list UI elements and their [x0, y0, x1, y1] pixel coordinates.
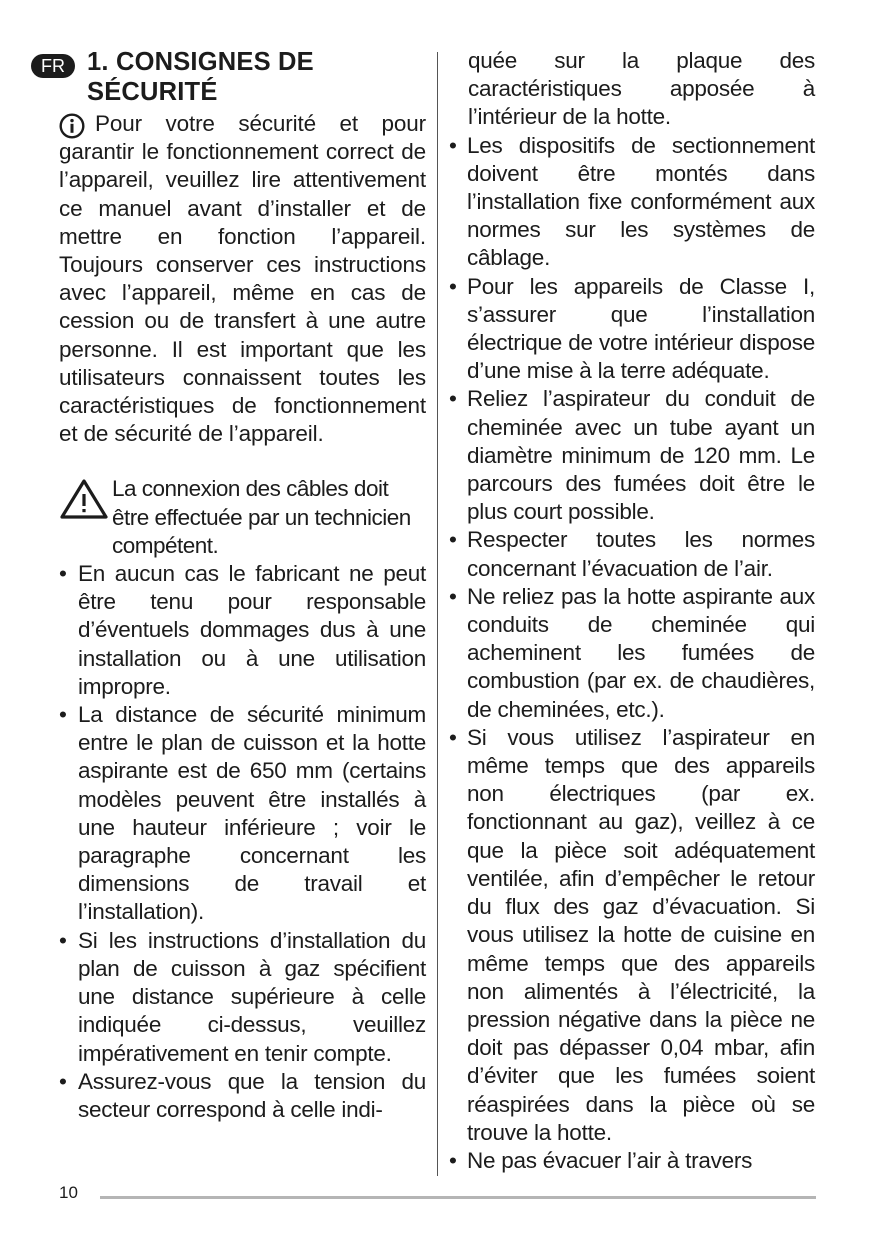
- list-item: • En aucun cas le fabricant ne peut être tenu pour responsable d’éventuels dommages dus à une installation ou à une utilisation impropre.: [59, 560, 426, 701]
- column-divider: [437, 52, 438, 1176]
- list-item: • Si les instructions d’installation du plan de cuisson à gaz spécifient une distance supérieure à celle indiquée ci-dessus, veuillez impérativement en tenir compte.: [59, 927, 426, 1068]
- info-icon: [59, 113, 85, 139]
- warning-note: [59, 475, 426, 560]
- heading-text: 1. CONSIGNES DE SÉCURITÉ: [87, 48, 314, 106]
- warning-text: La connexion des câbles doit être effectuée par un technicien compétent.: [112, 476, 411, 558]
- list-item: • La distance de sécurité minimum entre le plan de cuisson et la hotte aspirante est de 650 mm (certains modèles peuvent être installés à une hauteur inférieure ; voir le paragraphe concernant les dimensions de travail et l’installation).: [59, 701, 426, 927]
- list-item: • Reliez l’aspirateur du conduit de cheminée avec un tube ayant un diamètre minimum de 120 mm. Le parcours des fumées doit être le plus court possible.: [449, 385, 815, 526]
- list-item: • Les dispositifs de sectionnement doivent être montés dans l’installation fixe conformément aux normes sur les systèmes de câblage.: [449, 132, 815, 273]
- intro-text: Pour votre sécurité et pour garantir le fonctionnement correct de l’appareil, veuillez lire attentivement ce manuel avant d’installer et de mettre en fonction l’appareil. Toujours conserver ces instructions avec l’appareil, même en cas de cession ou de transfert à une autre personne. Il est important que les utilisateurs connaissent toutes les caractéristiques de fonctionnement et de sécurité de l’appareil.: [59, 111, 426, 447]
- right-column: [449, 47, 815, 1175]
- list-item: • Ne reliez pas la hotte aspirante aux conduits de cheminée qui acheminent les fumées de combustion (par ex. de chaudières, de cheminées, etc.).: [449, 583, 815, 724]
- list-item: • Ne pas évacuer l’air à travers: [449, 1147, 815, 1175]
- page-number: 10: [59, 1183, 78, 1202]
- left-column: [41, 47, 426, 1124]
- warning-triangle-icon: [59, 478, 109, 520]
- right-bullet-list: [449, 132, 815, 1176]
- language-badge: FR: [31, 54, 75, 78]
- footer-rule: [100, 1196, 816, 1199]
- intro-paragraph: [59, 110, 426, 448]
- left-bullet-list: [59, 560, 426, 1124]
- list-item: • Si vous utilisez l’aspirateur en même temps que des appareils non électriques (par ex. fonctionnant au gaz), veillez à ce que la pièce soit adéquatement ventilée, afin d’empêcher le retour du flux des gaz d’évacuation. Si vous utilisez la hotte de cuisine en même temps que des appareils non alimentés à l’électricité, la pression négative dans la pièce ne doit pas dépasser 0,04 mbar, afin d’éviter que les fumées soient réaspirées dans la pièce où se trouve la hotte.: [449, 724, 815, 1147]
- list-item: • Respecter toutes les normes concernant l’évacuation de l’air.: [449, 526, 815, 582]
- section-heading: [41, 47, 426, 107]
- continued-text: quée sur la plaque des caractéristiques apposée à l’intérieur de la hotte.: [468, 48, 815, 130]
- list-item: • Pour les appareils de Classe I, s’assurer que l’installation électrique de votre intérieur dispose d’une mise à la terre adéquate.: [449, 273, 815, 386]
- list-item: • Assurez-vous que la tension du secteur correspond à celle indi-: [59, 1068, 426, 1124]
